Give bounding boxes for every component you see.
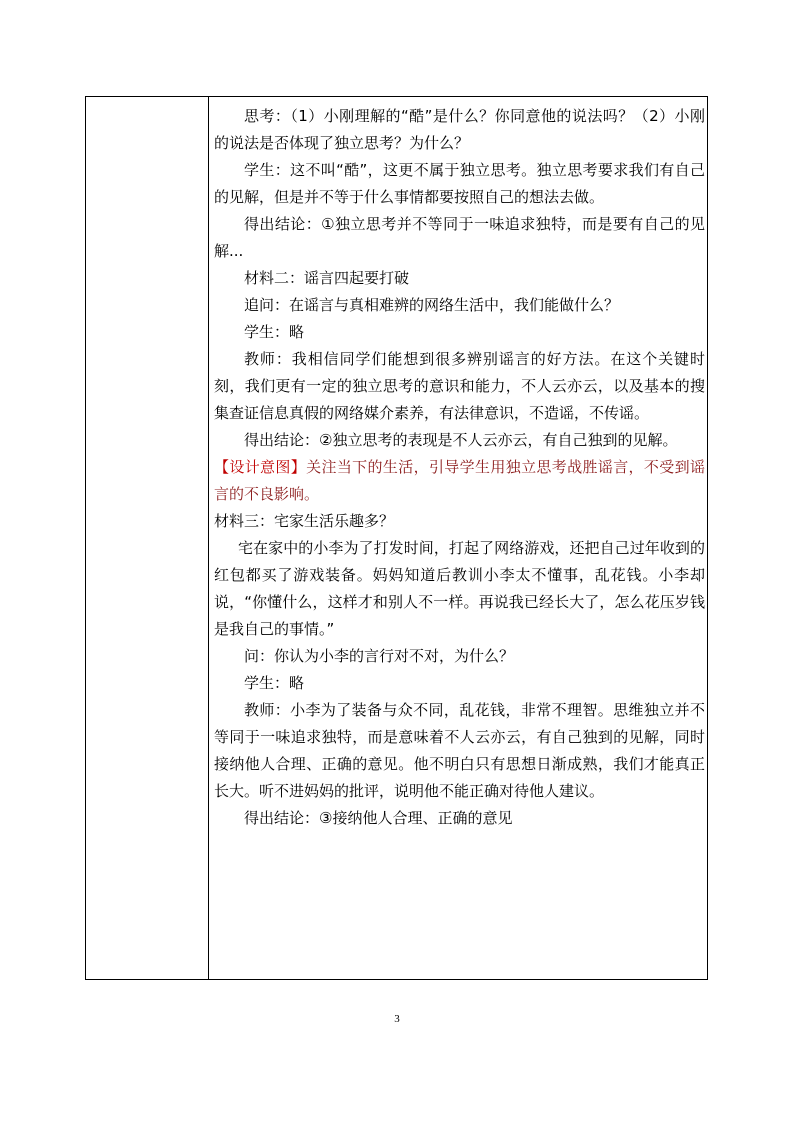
lesson-table bbox=[85, 96, 708, 980]
paragraph-conclusion-2: 得出结论：②独立思考的表现是不人云亦云，有自己独到的见解。 bbox=[244, 431, 678, 449]
paragraph-conclusion-3: 得出结论：③接纳他人合理、正确的意见 bbox=[244, 809, 513, 827]
paragraph-material-2: 材料二：谣言四起要打破 bbox=[244, 269, 410, 287]
design-intent-label: 【设计意图】 bbox=[214, 458, 307, 476]
paragraph-student-answer: 学生：这不叫“酷”，这更不属于独立思考。独立思考要求我们有自己的见解，但是并不等于什么事情都要按照自己的想法去做。 bbox=[214, 161, 705, 206]
paragraph-story: 宅在家中的小李为了打发时间，打起了网络游戏，还把自己过年收到的红包都买了游戏装备。妈妈知道后教训小李太不懂事，乱花钱。小李却说，“你懂什么，这样才和别人不一样。再说我已经长大了，怎么花压岁钱是我自己的事情。” bbox=[214, 539, 705, 638]
paragraph-conclusion-1: 得出结论：①独立思考并不等同于一味追求独特，而是要有自己的见解... bbox=[214, 215, 705, 260]
design-intent bbox=[214, 454, 705, 508]
paragraph-question: 问：你认为小李的言行对不对，为什么？ bbox=[244, 647, 515, 665]
paragraph-material-3: 材料三：宅家生活乐趣多？ bbox=[214, 512, 395, 530]
paragraph-think: 思考：（1）小刚理解的“酷”是什么？你同意他的说法吗？（2）小刚的说法是否体现了独立思考？为什么？ bbox=[214, 107, 705, 152]
page-number: 3 bbox=[394, 1013, 400, 1025]
paragraph-follow-up-question: 追问：在谣言与真相难辨的网络生活中，我们能做什么？ bbox=[244, 296, 620, 314]
table-content-cell bbox=[214, 103, 705, 832]
paragraph-student-brief-2: 学生：略 bbox=[244, 674, 305, 692]
paragraph-student-brief: 学生：略 bbox=[244, 323, 305, 341]
design-intent-text: 关注当下的生活，引导学生用独立思考战胜谣言，不受到谣言的不良影响。 bbox=[214, 458, 705, 503]
paragraph-teacher-rumors: 教师：我相信同学们能想到很多辨别谣言的好方法。在这个关键时刻，我们更有一定的独立思考的意识和能力，不人云亦云，以及基本的搜集查证信息真假的网络媒介素养，有法律意识，不造谣，不传谣。 bbox=[214, 350, 705, 422]
paragraph-teacher-analysis: 教师：小李为了装备与众不同，乱花钱，非常不理智。思维独立并不等同于一味追求独特，而是意味着不人云亦云，有自己独到的见解，同时接纳他人合理、正确的意见。他不明白只有思想日渐成熟，我们才能真正长大。听不进妈妈的批评，说明他不能正确对待他人建议。 bbox=[214, 701, 705, 800]
table-column-divider bbox=[208, 97, 209, 979]
table-left-cell bbox=[86, 97, 208, 979]
